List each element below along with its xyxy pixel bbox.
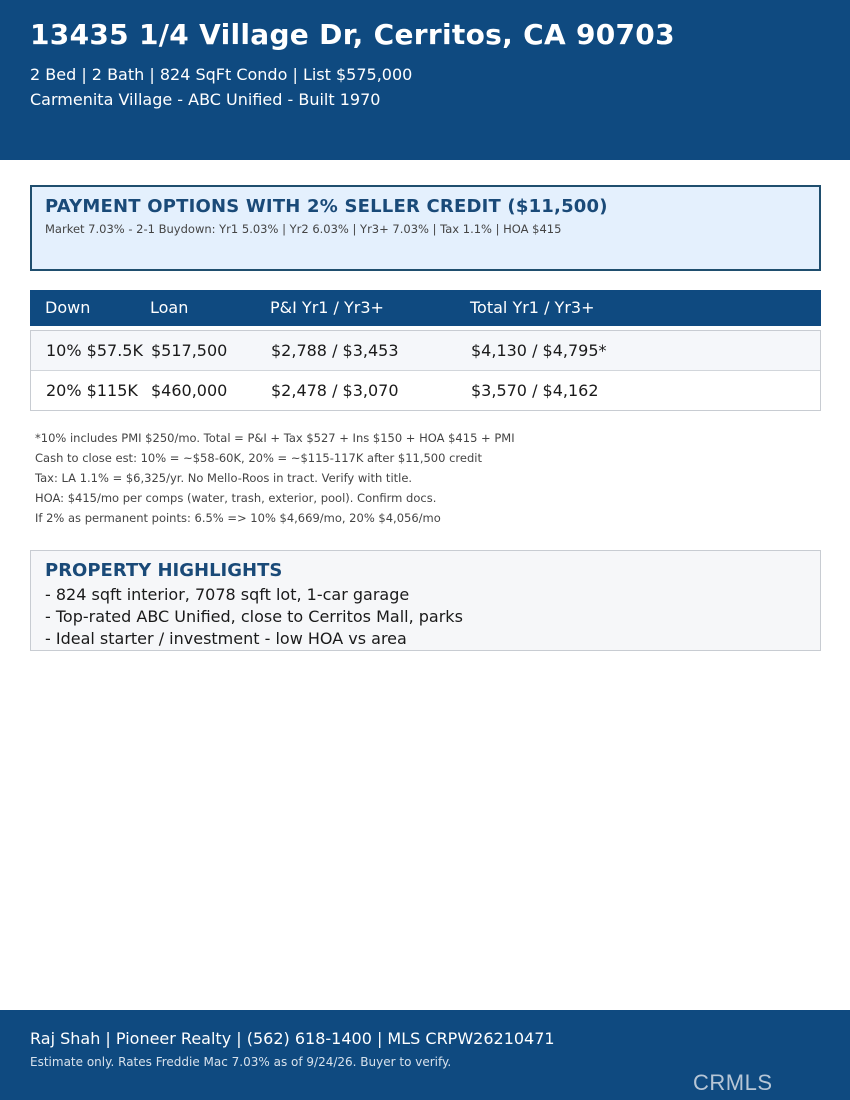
cell-down: 10% $57.5K — [46, 341, 143, 360]
footnotes — [35, 430, 515, 530]
column-header-total: Total Yr1 / Yr3+ — [470, 298, 595, 317]
agent-contact-line: Raj Shah | Pioneer Realty | (562) 618-1400 | MLS CRPW26210471 — [30, 1029, 555, 1048]
header-banner — [0, 0, 850, 160]
table-row — [31, 331, 820, 371]
cell-down: 20% $115K — [46, 381, 138, 400]
table-row — [31, 371, 820, 410]
footnote-tax: Tax: LA 1.1% = $6,325/yr. No Mello-Roos in tract. Verify with title. — [35, 471, 413, 485]
disclaimer-text: Estimate only. Rates Freddie Mac 7.03% as of 9/24/26. Buyer to verify. — [30, 1055, 452, 1069]
payment-options-box — [30, 185, 821, 271]
highlights-title: PROPERTY HIGHLIGHTS — [45, 560, 283, 581]
cell-total: $4,130 / $4,795* — [471, 341, 607, 360]
footnote-points: If 2% as permanent points: 6.5% => 10% $4,669/mo, 20% $4,056/mo — [35, 511, 441, 525]
property-summary: 2 Bed | 2 Bath | 824 SqFt Condo | List $575,000 — [30, 65, 413, 84]
property-details: Carmenita Village - ABC Unified - Built 1970 — [30, 90, 381, 109]
crmls-logo: CRMLS — [693, 1070, 773, 1095]
column-header-loan: Loan — [150, 298, 189, 317]
payment-options-subtitle: Market 7.03% - 2-1 Buydown: Yr1 5.03% | Yr2 6.03% | Yr3+ 7.03% | Tax 1.1% | HOA $415 — [45, 222, 562, 236]
cell-pi: $2,478 / $3,070 — [271, 381, 399, 400]
footnote-pmi: *10% includes PMI $250/mo. Total = P&I + Tax $527 + Ins $150 + HOA $415 + PMI — [35, 431, 515, 445]
column-header-pi: P&I Yr1 / Yr3+ — [270, 298, 384, 317]
property-address: 13435 1/4 Village Dr, Cerritos, CA 90703 — [30, 18, 675, 51]
list-item: - Top-rated ABC Unified, close to Cerritos Mall, parks — [45, 607, 463, 626]
property-highlights-box — [30, 550, 821, 651]
cell-loan: $460,000 — [151, 381, 228, 400]
payment-options-title: PAYMENT OPTIONS WITH 2% SELLER CREDIT ($11,500) — [45, 196, 608, 217]
list-item: - Ideal starter / investment - low HOA vs area — [45, 629, 407, 648]
footnote-hoa: HOA: $415/mo per comps (water, trash, exterior, pool). Confirm docs. — [35, 491, 437, 505]
footer-banner — [0, 1010, 850, 1100]
list-item: - 824 sqft interior, 7078 sqft lot, 1-car garage — [45, 585, 410, 604]
payment-table — [30, 330, 821, 411]
column-header-down: Down — [45, 298, 91, 317]
table-header — [30, 290, 821, 326]
cell-total: $3,570 / $4,162 — [471, 381, 599, 400]
cell-loan: $517,500 — [151, 341, 228, 360]
cell-pi: $2,788 / $3,453 — [271, 341, 399, 360]
footnote-cash-to-close: Cash to close est: 10% = ~$58-60K, 20% = ~$115-117K after $11,500 credit — [35, 451, 482, 465]
